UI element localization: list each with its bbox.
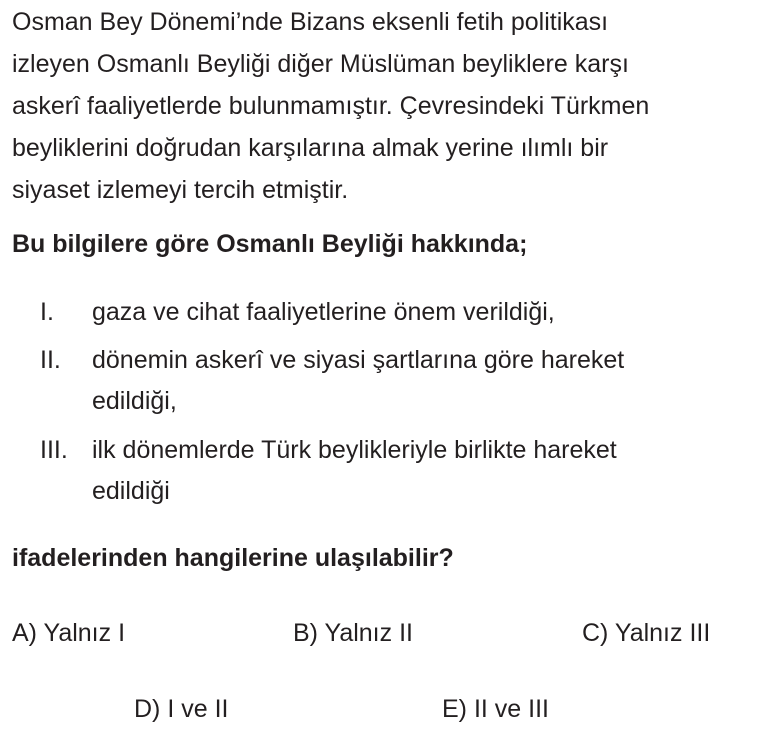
choice-d[interactable]: D) I ve II: [134, 695, 229, 723]
statement-text: ilk dönemlerde Türk beylikleriyle birlikte hareket: [92, 436, 617, 464]
statement-text: dönemin askerî ve siyasi şartlarına göre hareket: [92, 346, 625, 374]
statement-numeral: II.: [40, 346, 61, 374]
statement-numeral: III.: [40, 436, 68, 464]
choice-e[interactable]: E) II ve III: [442, 695, 549, 723]
choice-b[interactable]: B) Yalnız II: [293, 619, 413, 647]
passage-line: Osman Bey Dönemi’nde Bizans eksenli fetih politikası: [12, 8, 609, 36]
statement-text: edildiği,: [92, 387, 177, 415]
passage-line: askerî faaliyetlerde bulunmamıştır. Çevresindeki Türkmen: [12, 92, 650, 120]
choice-c[interactable]: C) Yalnız III: [582, 619, 711, 647]
statement-text: edildiği: [92, 477, 170, 505]
statement-text: gaza ve cihat faaliyetlerine önem verildiği,: [92, 298, 555, 326]
question-stem: Bu bilgilere göre Osmanlı Beyliği hakkında;: [12, 230, 528, 258]
passage-line: beyliklerini doğrudan karşılarına almak yerine ılımlı bir: [12, 134, 609, 162]
question-prompt: ifadelerinden hangilerine ulaşılabilir?: [12, 544, 454, 572]
choice-a[interactable]: A) Yalnız I: [12, 619, 126, 647]
passage-line: izleyen Osmanlı Beyliği diğer Müslüman beyliklere karşı: [12, 50, 629, 78]
passage-line: siyaset izlemeyi tercih etmiştir.: [12, 176, 349, 204]
statement-numeral: I.: [40, 298, 54, 326]
